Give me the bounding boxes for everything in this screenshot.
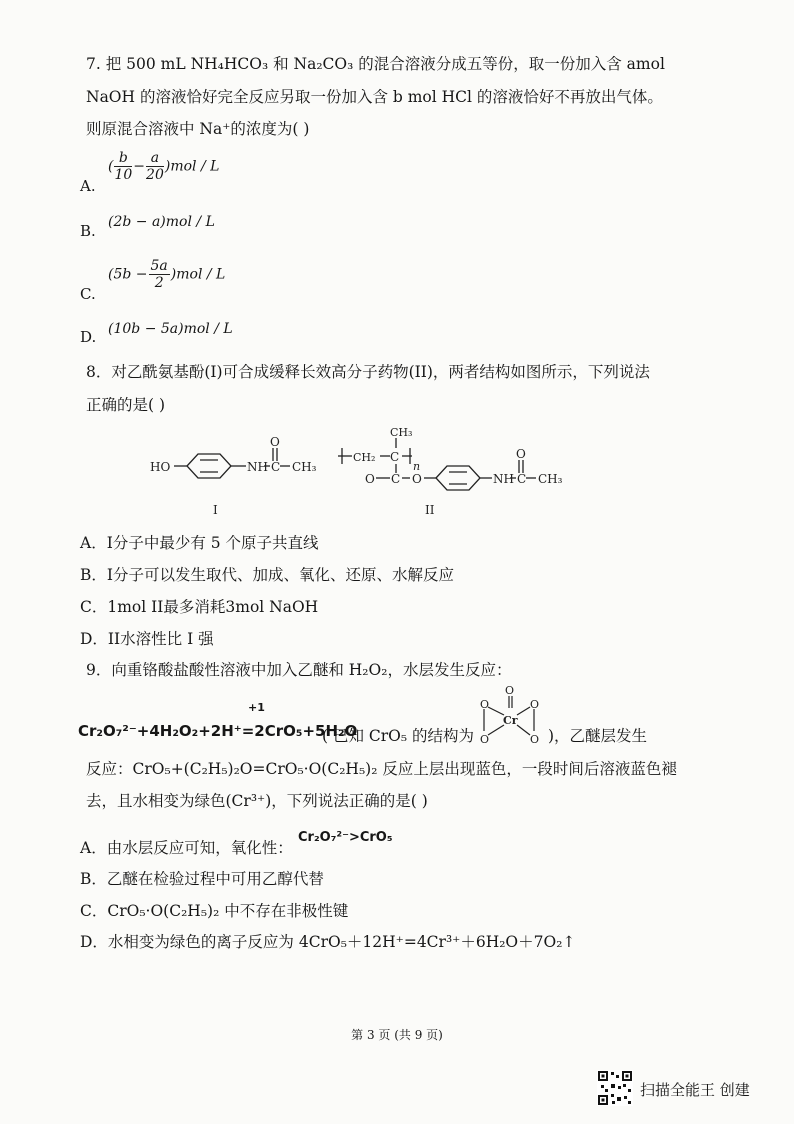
q8-option-a: A．I分子中最少有 5 个原子共直线	[80, 534, 319, 552]
q7-c-frac: $\frac{5a}{2}$	[150, 258, 168, 291]
q7-a-paren: (	[108, 158, 114, 175]
label-i: I	[213, 503, 218, 517]
label-o-2: O	[516, 447, 526, 461]
q9-line4: 去，且水相变为绿色(Cr³⁺)，下列说法正确的是( )	[86, 792, 428, 810]
label-c-backbone: C	[390, 450, 400, 464]
label-ch3-2: CH₃	[538, 472, 563, 486]
q7-line2: NaOH 的溶液恰好完全反应另取一份加入含 b mol HCl 的溶液恰好不再放出气体。	[86, 88, 663, 106]
cro5-cr: Cr	[503, 714, 518, 727]
label-ch3-backbone: CH₃	[390, 426, 413, 439]
q9-line2-b: )，乙醚层发生	[548, 727, 648, 745]
q9-line3: 反应：CrO₅+(C₂H₅)₂O=CrO₅·O(C₂H₅)₂ 反应上层出现蓝色，一段时间后溶液蓝色褪	[86, 760, 677, 778]
cro5-o-top: O	[505, 684, 515, 697]
q8-option-c: C．1mol II最多消耗3mol NaOH	[80, 598, 319, 616]
q7-a-frac2: $\frac{a}{20}$	[146, 150, 164, 183]
label-ch2: CH₂	[353, 451, 376, 464]
cro5-structure	[474, 682, 544, 750]
qr-code-icon	[597, 1070, 633, 1106]
q9-line1: 9．向重铬酸盐酸性溶液中加入乙醚和 H₂O₂，水层发生反应：	[86, 661, 512, 679]
q7-option-b-expr: (2b − a)mol / L	[108, 214, 215, 230]
label-o-ester-2: O	[412, 472, 422, 486]
q9-option-a-handwritten: Cr₂O₇²⁻>CrO₅	[298, 830, 393, 845]
benzene-ring-1	[187, 454, 231, 478]
label-ch3-1: CH₃	[292, 460, 317, 474]
q9-option-b: B．乙醚在检验过程中可用乙醇代替	[80, 870, 324, 888]
q7-option-b-letter: B.	[80, 222, 96, 240]
q9-handwritten-annotation: +1	[248, 701, 265, 714]
q7-option-c-expr	[108, 258, 225, 291]
q7-c-unit: )mol / L	[170, 266, 226, 283]
cro5-o-tl: O	[480, 698, 490, 711]
label-c-1: C	[271, 460, 281, 474]
q9-equation: Cr₂O₇²⁻+4H₂O₂+2H⁺=2CrO₅+5H₂O	[78, 722, 358, 740]
q7-line3: 则原混合溶液中 Na⁺的浓度为( )	[86, 120, 310, 138]
label-o-ester-1: O	[365, 472, 375, 486]
q8-line2: 正确的是( )	[86, 396, 166, 414]
label-c-ester: C	[391, 472, 401, 486]
page-footer: 第 3 页 (共 9 页)	[351, 1028, 443, 1042]
q9-option-c: C．CrO₅·O(C₂H₅)₂ 中不存在非极性键	[80, 902, 349, 920]
q9-line2-a: ( 已知 CrO₅ 的结构为	[322, 727, 475, 745]
q7-a-unit: )mol / L	[164, 158, 220, 175]
q8-structures	[140, 418, 600, 518]
cro5-o-bl: O	[480, 733, 490, 746]
q8-option-b: B．I分子可以发生取代、加成、氧化、还原、水解反应	[80, 566, 455, 584]
label-c-2: C	[517, 472, 527, 486]
scanner-brand-label: 扫描全能王 创建	[640, 1081, 750, 1099]
cro5-o-br: O	[530, 733, 540, 746]
label-nh-1: NH	[247, 460, 268, 474]
q9-option-d: D．水相变为绿色的离子反应为 4CrO₅＋12H⁺=4Cr³⁺＋6H₂O＋7O₂↑	[80, 933, 576, 951]
label-ho: HO	[150, 460, 171, 474]
q7-line1: 7. 把 500 mL NH₄HCO₃ 和 Na₂CO₃ 的混合溶液分成五等份，取一份加入含 amol	[86, 55, 665, 73]
q7-option-a-expr	[108, 150, 219, 183]
label-o-1: O	[270, 435, 280, 449]
benzene-ring-2	[436, 466, 480, 490]
q9-option-a: A．由水层反应可知，氧化性：	[80, 839, 293, 857]
q8-option-d: D．II水溶性比 I 强	[80, 630, 214, 648]
label-nh-2: NH	[493, 472, 514, 486]
label-ii: II	[425, 503, 435, 517]
q7-option-d-expr: (10b − 5a)mol / L	[108, 321, 233, 337]
q8-line1: 8．对乙酰氨基酚(I)可合成缓释长效高分子药物(II)，两者结构如图所示，下列说法	[86, 363, 650, 381]
q7-option-a-letter: A.	[80, 177, 96, 195]
q7-option-c-letter: C.	[80, 285, 96, 303]
q7-c-prefix: (5b −	[108, 266, 148, 283]
label-n: n	[413, 460, 421, 473]
q7-a-frac1: $\frac{b}{10}$	[114, 150, 133, 183]
q7-option-d-letter: D.	[80, 328, 97, 346]
cro5-o-tr: O	[530, 698, 540, 711]
q7-a-minus: −	[133, 158, 146, 175]
